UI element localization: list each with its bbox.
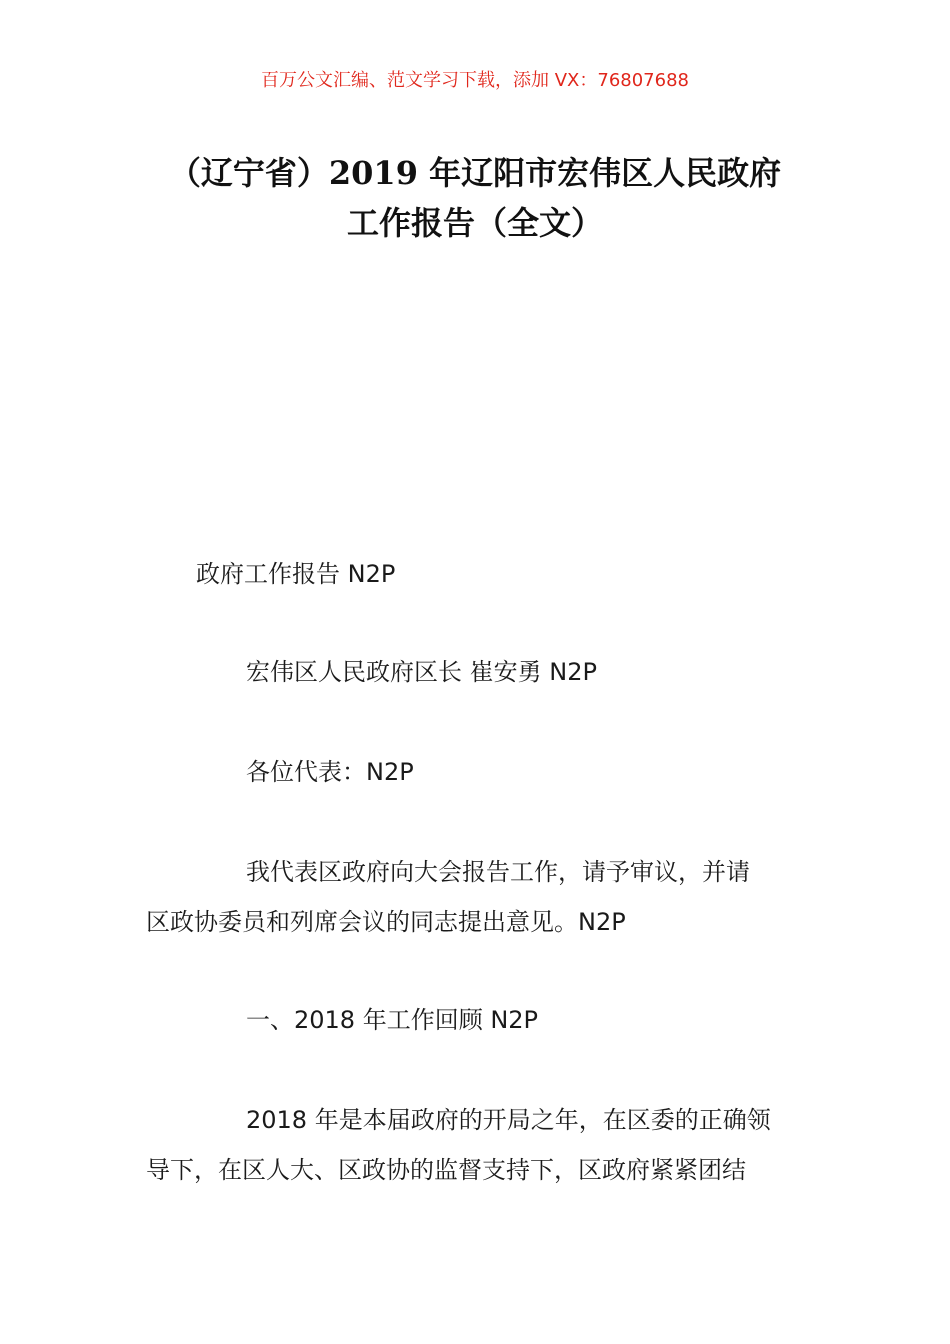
title-line-2: 工作报告（全文）: [346, 204, 603, 242]
document-title: [100, 148, 850, 248]
intro-paragraph-line-1: 我代表区政府向大会报告工作，请予审议，并请: [246, 858, 750, 886]
title-line-1: （辽宁省）2019 年辽阳市宏伟区人民政府: [168, 154, 782, 192]
intro-paragraph-line-2: 区政协委员和列席会议的同志提出意见。N2P: [146, 908, 626, 936]
salutation: 各位代表：N2P: [246, 758, 414, 786]
report-heading: 政府工作报告 N2P: [196, 560, 396, 588]
review-paragraph-line-1: 2018 年是本届政府的开局之年，在区委的正确领: [246, 1106, 771, 1134]
author-line: 宏伟区人民政府区长 崔安勇 N2P: [246, 658, 597, 686]
review-paragraph-line-2: 导下，在区人大、区政协的监督支持下，区政府紧紧团结: [146, 1156, 746, 1184]
section-heading-review: 一、2018 年工作回顾 N2P: [246, 1006, 539, 1034]
header-note: 百万公文汇编、范文学习下载，添加 VX：76807688: [261, 70, 689, 91]
